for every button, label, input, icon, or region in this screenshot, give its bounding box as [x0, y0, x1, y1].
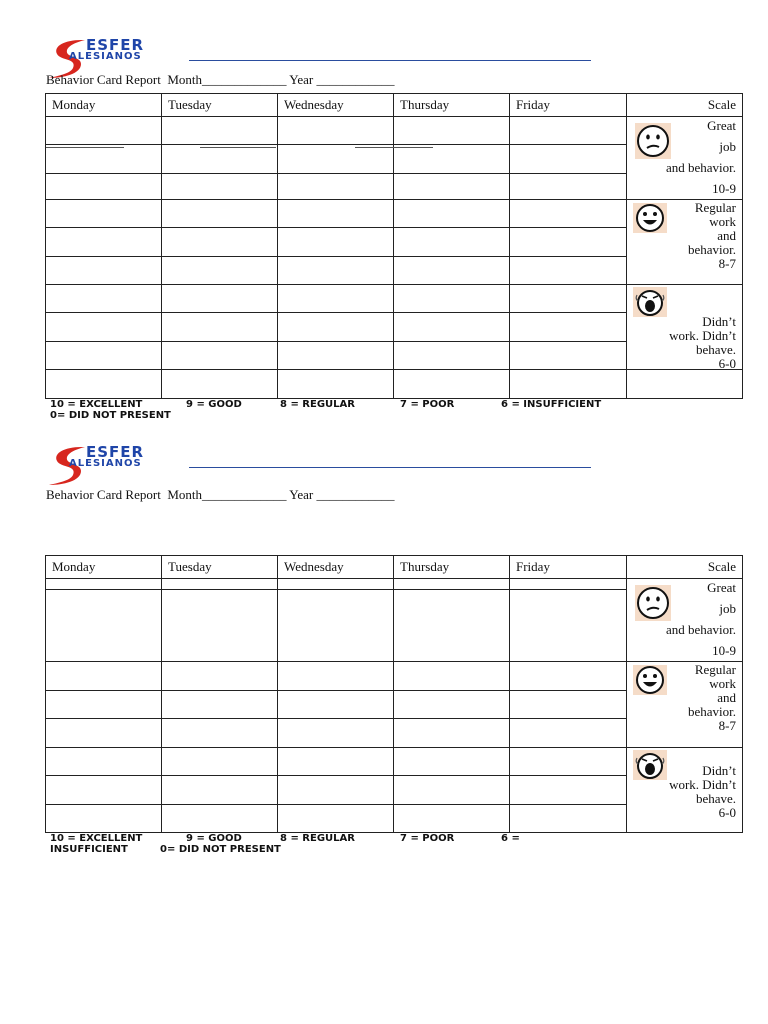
- day-cell[interactable]: [278, 117, 394, 145]
- day-cell[interactable]: [394, 313, 510, 342]
- day-cell[interactable]: [394, 228, 510, 257]
- legend-insufficient-a: 6 =: [501, 833, 520, 844]
- day-cell[interactable]: [278, 145, 394, 174]
- stub-line: [200, 147, 276, 148]
- header-scale: Scale: [627, 556, 743, 579]
- day-cell[interactable]: [510, 228, 627, 257]
- day-cell[interactable]: [278, 662, 394, 691]
- day-cell[interactable]: [162, 662, 278, 691]
- day-cell[interactable]: [394, 200, 510, 228]
- day-cell[interactable]: [394, 342, 510, 370]
- legend-2: [50, 833, 650, 857]
- day-cell[interactable]: [510, 805, 627, 833]
- legend-good: 9 = GOOD: [186, 833, 242, 844]
- day-cell[interactable]: [162, 370, 278, 399]
- header-rule: [189, 60, 591, 61]
- day-cell[interactable]: [510, 370, 627, 399]
- day-cell[interactable]: [510, 579, 627, 590]
- day-cell[interactable]: [394, 691, 510, 719]
- day-cell[interactable]: [162, 805, 278, 833]
- scale-great-l4: 10-9: [712, 181, 736, 196]
- day-cell[interactable]: [510, 691, 627, 719]
- scale-great-l2: job: [719, 139, 736, 154]
- scale-great-cell: [627, 117, 743, 200]
- day-cell[interactable]: [278, 719, 394, 748]
- day-cell[interactable]: [278, 776, 394, 805]
- day-cell[interactable]: [510, 257, 627, 285]
- day-cell[interactable]: [46, 313, 162, 342]
- header-scale: Scale: [627, 94, 743, 117]
- scale-regular-l1: Regular: [694, 662, 736, 677]
- grinning-face-icon: [633, 203, 667, 233]
- day-cell[interactable]: [394, 719, 510, 748]
- day-cell[interactable]: [278, 805, 394, 833]
- crying-face-icon: [633, 750, 667, 780]
- scale-great-l3: and behavior.: [665, 160, 736, 175]
- legend-good: 9 = GOOD: [186, 399, 242, 410]
- scale-regular-l2: work: [709, 214, 736, 229]
- day-cell[interactable]: [278, 285, 394, 313]
- header-friday: Friday: [510, 556, 627, 579]
- salesianos-logo: [47, 443, 192, 487]
- header-thursday: Thursday: [394, 556, 510, 579]
- day-cell[interactable]: [394, 590, 510, 662]
- header-tuesday: Tuesday: [162, 556, 278, 579]
- day-cell[interactable]: [46, 590, 162, 662]
- day-cell[interactable]: [510, 342, 627, 370]
- header-monday: Monday: [46, 556, 162, 579]
- day-cell[interactable]: [278, 590, 394, 662]
- stub-line: [355, 147, 433, 148]
- header-wednesday: Wednesday: [278, 556, 394, 579]
- day-cell[interactable]: [46, 691, 162, 719]
- day-cell[interactable]: [510, 776, 627, 805]
- day-cell[interactable]: [162, 257, 278, 285]
- scale-didnt-cell: [627, 285, 743, 370]
- day-cell[interactable]: [510, 200, 627, 228]
- logo-alesianos-text: ALESIANOS: [69, 458, 142, 469]
- report-title: Behavior Card Report: [46, 487, 161, 502]
- day-cell[interactable]: [46, 805, 162, 833]
- scale-great-l1: Great: [707, 118, 736, 133]
- scale-great-l4: 10-9: [712, 643, 736, 658]
- scale-regular-l4: behavior.: [687, 704, 736, 719]
- day-cell[interactable]: [162, 579, 278, 590]
- scale-didnt-l3: behave.: [695, 342, 736, 357]
- day-cell[interactable]: [46, 719, 162, 748]
- legend-insufficient: 6 = INSUFFICIENT: [501, 399, 602, 410]
- day-cell[interactable]: [510, 117, 627, 145]
- day-cell[interactable]: [394, 257, 510, 285]
- scale-didnt-l4: 6-0: [718, 805, 736, 820]
- day-cell[interactable]: [394, 748, 510, 776]
- day-cell[interactable]: [162, 342, 278, 370]
- day-cell[interactable]: [278, 174, 394, 200]
- day-cell[interactable]: [510, 719, 627, 748]
- scale-regular-l2: work: [709, 676, 736, 691]
- behavior-table-2: [45, 555, 743, 833]
- scale-didnt-l2: work. Didn’t: [669, 328, 736, 343]
- grinning-face-icon: [633, 665, 667, 695]
- day-cell[interactable]: [162, 313, 278, 342]
- year-label: Year: [289, 72, 314, 87]
- day-cell[interactable]: [46, 342, 162, 370]
- legend-excellent: 10 = EXCELLENT: [50, 833, 143, 844]
- scale-regular-l4: behavior.: [687, 242, 736, 257]
- scale-great-l3: and behavior.: [665, 622, 736, 637]
- day-cell[interactable]: [394, 145, 510, 174]
- report-title: Behavior Card Report: [46, 72, 161, 87]
- report-title-line: [46, 72, 394, 88]
- day-cell[interactable]: [278, 370, 394, 399]
- logo-alesianos-text: ALESIANOS: [69, 51, 142, 62]
- scale-great-cell: [627, 579, 743, 662]
- year-label: Year: [289, 487, 314, 502]
- day-cell[interactable]: [278, 579, 394, 590]
- legend-not-present: 0= DID NOT PRESENT: [160, 844, 281, 855]
- day-cell[interactable]: [278, 748, 394, 776]
- month-label: Month: [167, 487, 202, 502]
- scale-regular-l5: 8-7: [718, 718, 736, 733]
- scale-great-l1: Great: [707, 580, 736, 595]
- day-cell[interactable]: [510, 285, 627, 313]
- scale-regular-cell: [627, 200, 743, 285]
- day-cell[interactable]: [278, 228, 394, 257]
- day-cell[interactable]: [46, 200, 162, 228]
- behavior-table-1: [45, 93, 743, 399]
- legend-not-present: 0= DID NOT PRESENT: [50, 410, 171, 421]
- day-cell[interactable]: [394, 805, 510, 833]
- legend-regular: 8 = REGULAR: [280, 833, 355, 844]
- scale-regular-l5: 8-7: [718, 256, 736, 271]
- day-cell[interactable]: [510, 662, 627, 691]
- header-friday: Friday: [510, 94, 627, 117]
- scale-regular-l3: and: [717, 690, 736, 705]
- day-cell[interactable]: [46, 370, 162, 399]
- day-cell[interactable]: [46, 228, 162, 257]
- scale-regular-l3: and: [717, 228, 736, 243]
- crying-face-icon: [633, 287, 667, 317]
- day-cell[interactable]: [46, 257, 162, 285]
- day-cell[interactable]: [162, 285, 278, 313]
- scale-didnt-l1: Didn’t: [702, 763, 736, 778]
- day-cell[interactable]: [46, 748, 162, 776]
- legend-excellent: 10 = EXCELLENT: [50, 399, 143, 410]
- day-cell[interactable]: [510, 590, 627, 662]
- scale-didnt-l2: work. Didn’t: [669, 777, 736, 792]
- scale-regular-l1: Regular: [694, 200, 736, 215]
- report-title-line: [46, 487, 394, 503]
- legend-poor: 7 = POOR: [400, 399, 455, 410]
- day-cell[interactable]: [394, 662, 510, 691]
- day-cell[interactable]: [162, 748, 278, 776]
- day-cell[interactable]: [162, 200, 278, 228]
- day-cell[interactable]: [162, 174, 278, 200]
- legend-regular: 8 = REGULAR: [280, 399, 355, 410]
- scale-regular-cell: [627, 662, 743, 748]
- day-cell[interactable]: [46, 117, 162, 145]
- day-cell[interactable]: [278, 342, 394, 370]
- legend-insufficient-b: INSUFFICIENT: [50, 844, 128, 855]
- scale-didnt-cell: [627, 748, 743, 833]
- header-rule: [189, 467, 591, 468]
- day-cell[interactable]: [46, 145, 162, 174]
- day-cell[interactable]: [278, 257, 394, 285]
- day-cell[interactable]: [510, 174, 627, 200]
- scale-empty-cell: [627, 370, 743, 399]
- day-cell[interactable]: [162, 590, 278, 662]
- day-cell[interactable]: [278, 691, 394, 719]
- day-cell[interactable]: [278, 313, 394, 342]
- stub-line: [46, 147, 124, 148]
- legend-poor: 7 = POOR: [400, 833, 455, 844]
- scale-didnt-l4: 6-0: [718, 356, 736, 371]
- day-cell[interactable]: [394, 117, 510, 145]
- day-cell[interactable]: [162, 719, 278, 748]
- day-cell[interactable]: [510, 145, 627, 174]
- scale-great-l2: job: [719, 601, 736, 616]
- logo-esfer-text: ESFER: [86, 443, 145, 461]
- day-cell[interactable]: [394, 579, 510, 590]
- day-cell[interactable]: [510, 748, 627, 776]
- day-cell[interactable]: [162, 117, 278, 145]
- header-tuesday: Tuesday: [162, 94, 278, 117]
- day-cell[interactable]: [46, 776, 162, 805]
- day-cell[interactable]: [278, 200, 394, 228]
- legend-1: [50, 399, 650, 423]
- day-cell[interactable]: [510, 313, 627, 342]
- year-field[interactable]: ____________: [316, 487, 395, 502]
- scale-didnt-l1: Didn’t: [702, 314, 736, 329]
- day-cell[interactable]: [162, 691, 278, 719]
- day-cell[interactable]: [162, 776, 278, 805]
- day-cell[interactable]: [394, 174, 510, 200]
- day-cell[interactable]: [46, 285, 162, 313]
- scale-didnt-l3: behave.: [695, 791, 736, 806]
- day-cell[interactable]: [46, 174, 162, 200]
- month-field[interactable]: _____________: [201, 72, 287, 87]
- day-cell[interactable]: [46, 579, 162, 590]
- logo-esfer-text: ESFER: [86, 36, 145, 54]
- month-label: Month: [167, 72, 202, 87]
- day-cell[interactable]: [162, 228, 278, 257]
- day-cell[interactable]: [162, 145, 278, 174]
- day-cell[interactable]: [394, 776, 510, 805]
- day-cell[interactable]: [394, 370, 510, 399]
- month-field[interactable]: _____________: [201, 487, 287, 502]
- day-cell[interactable]: [394, 285, 510, 313]
- year-field[interactable]: ____________: [316, 72, 395, 87]
- day-cell[interactable]: [46, 662, 162, 691]
- header-wednesday: Wednesday: [278, 94, 394, 117]
- header-thursday: Thursday: [394, 94, 510, 117]
- header-monday: Monday: [46, 94, 162, 117]
